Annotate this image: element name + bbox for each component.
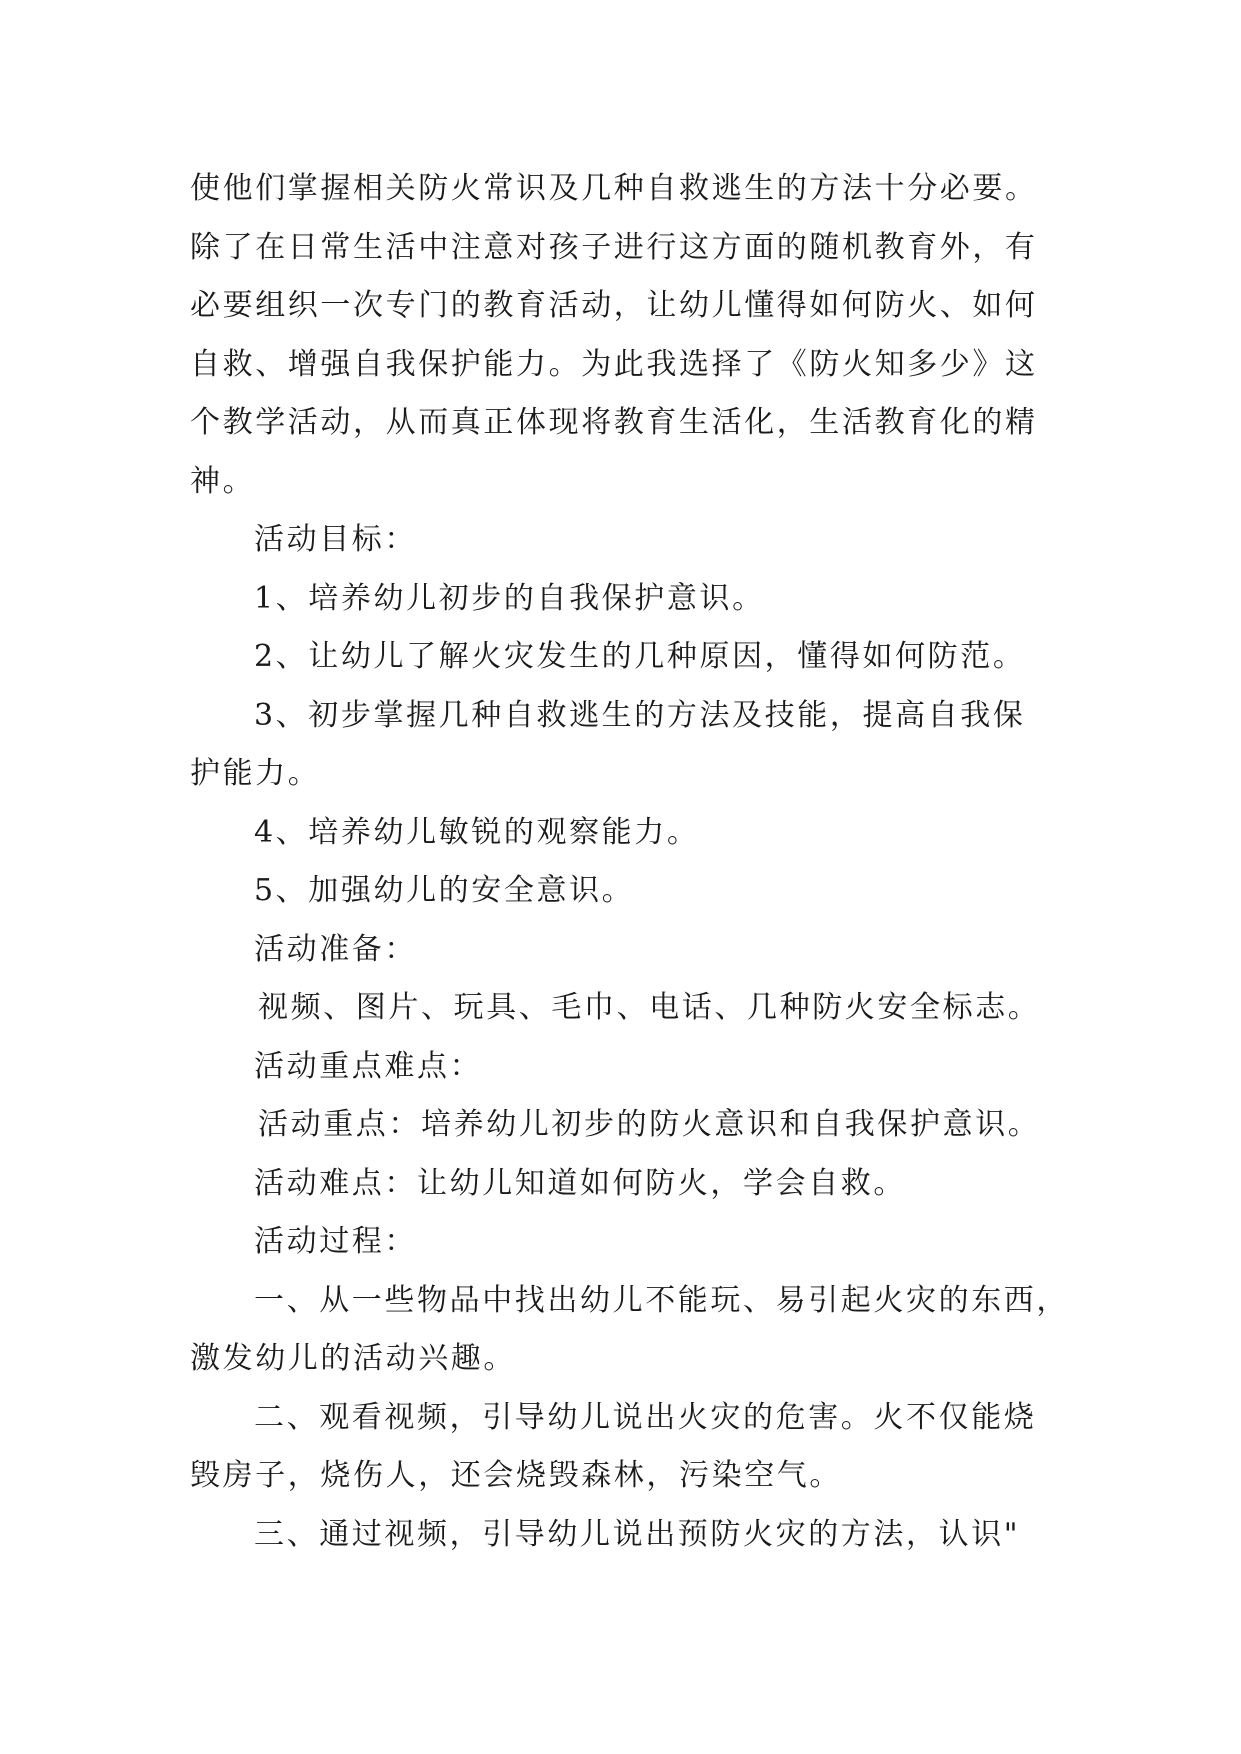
text-line: 自救、增强自我保护能力。为此我选择了《防火知多少》这 xyxy=(190,346,1038,382)
section-heading-process: 活动过程： xyxy=(254,1224,417,1259)
text-line: 除了在日常生活中注意对孩子进行这方面的随机教育外，有 xyxy=(190,229,1038,265)
text-line: 神。 xyxy=(190,463,256,499)
goal-item: 2、让幼儿了解火灾发生的几种原因，懂得如何防范。 xyxy=(254,639,1026,674)
text-line: 毁房子，烧伤人，还会烧毁森林，污染空气。 xyxy=(190,1458,842,1493)
section-heading-key-points: 活动重点难点： xyxy=(254,1048,483,1084)
text-line: 激发幼儿的活动兴趣。 xyxy=(190,1341,516,1376)
section-heading-goals: 活动目标： xyxy=(254,522,417,557)
difficulty-text: 活动难点：让幼儿知道如何防火，学会自救。 xyxy=(254,1165,906,1201)
goal-item: 3、初步掌握几种自救逃生的方法及技能，提高自我保 xyxy=(254,697,1026,733)
goal-item: 1、培养幼儿初步的自我保护意识。 xyxy=(254,580,765,616)
text-line: 个教学活动，从而真正体现将教育生活化，生活教育化的精 xyxy=(190,405,1038,440)
text-line: 护能力。 xyxy=(190,756,321,791)
process-step: 一、从一些物品中找出幼儿不能玩、易引起火灾的东西， xyxy=(254,1282,1069,1318)
key-point-text: 活动重点：培养幼儿初步的防火意识和自我保护意识。 xyxy=(258,1107,1041,1142)
text-line: 使他们掌握相关防火常识及几种自救逃生的方法十分必要。 xyxy=(190,171,1038,206)
text-line: 必要组织一次专门的教育活动，让幼儿懂得如何防火、如何 xyxy=(190,288,1038,323)
section-heading-preparation: 活动准备： xyxy=(254,931,417,967)
body-text xyxy=(190,160,1070,1564)
process-step: 二、观看视频，引导幼儿说出火灾的危害。火不仅能烧 xyxy=(254,1399,1037,1435)
process-step: 三、通过视频，引导幼儿说出预防火灾的方法，认识" xyxy=(254,1516,1021,1552)
goal-item: 4、培养幼儿敏锐的观察能力。 xyxy=(254,814,700,850)
preparation-text: 视频、图片、玩具、毛巾、电话、几种防火安全标志。 xyxy=(258,990,1041,1025)
goal-item: 5、加强幼儿的安全意识。 xyxy=(254,873,635,908)
